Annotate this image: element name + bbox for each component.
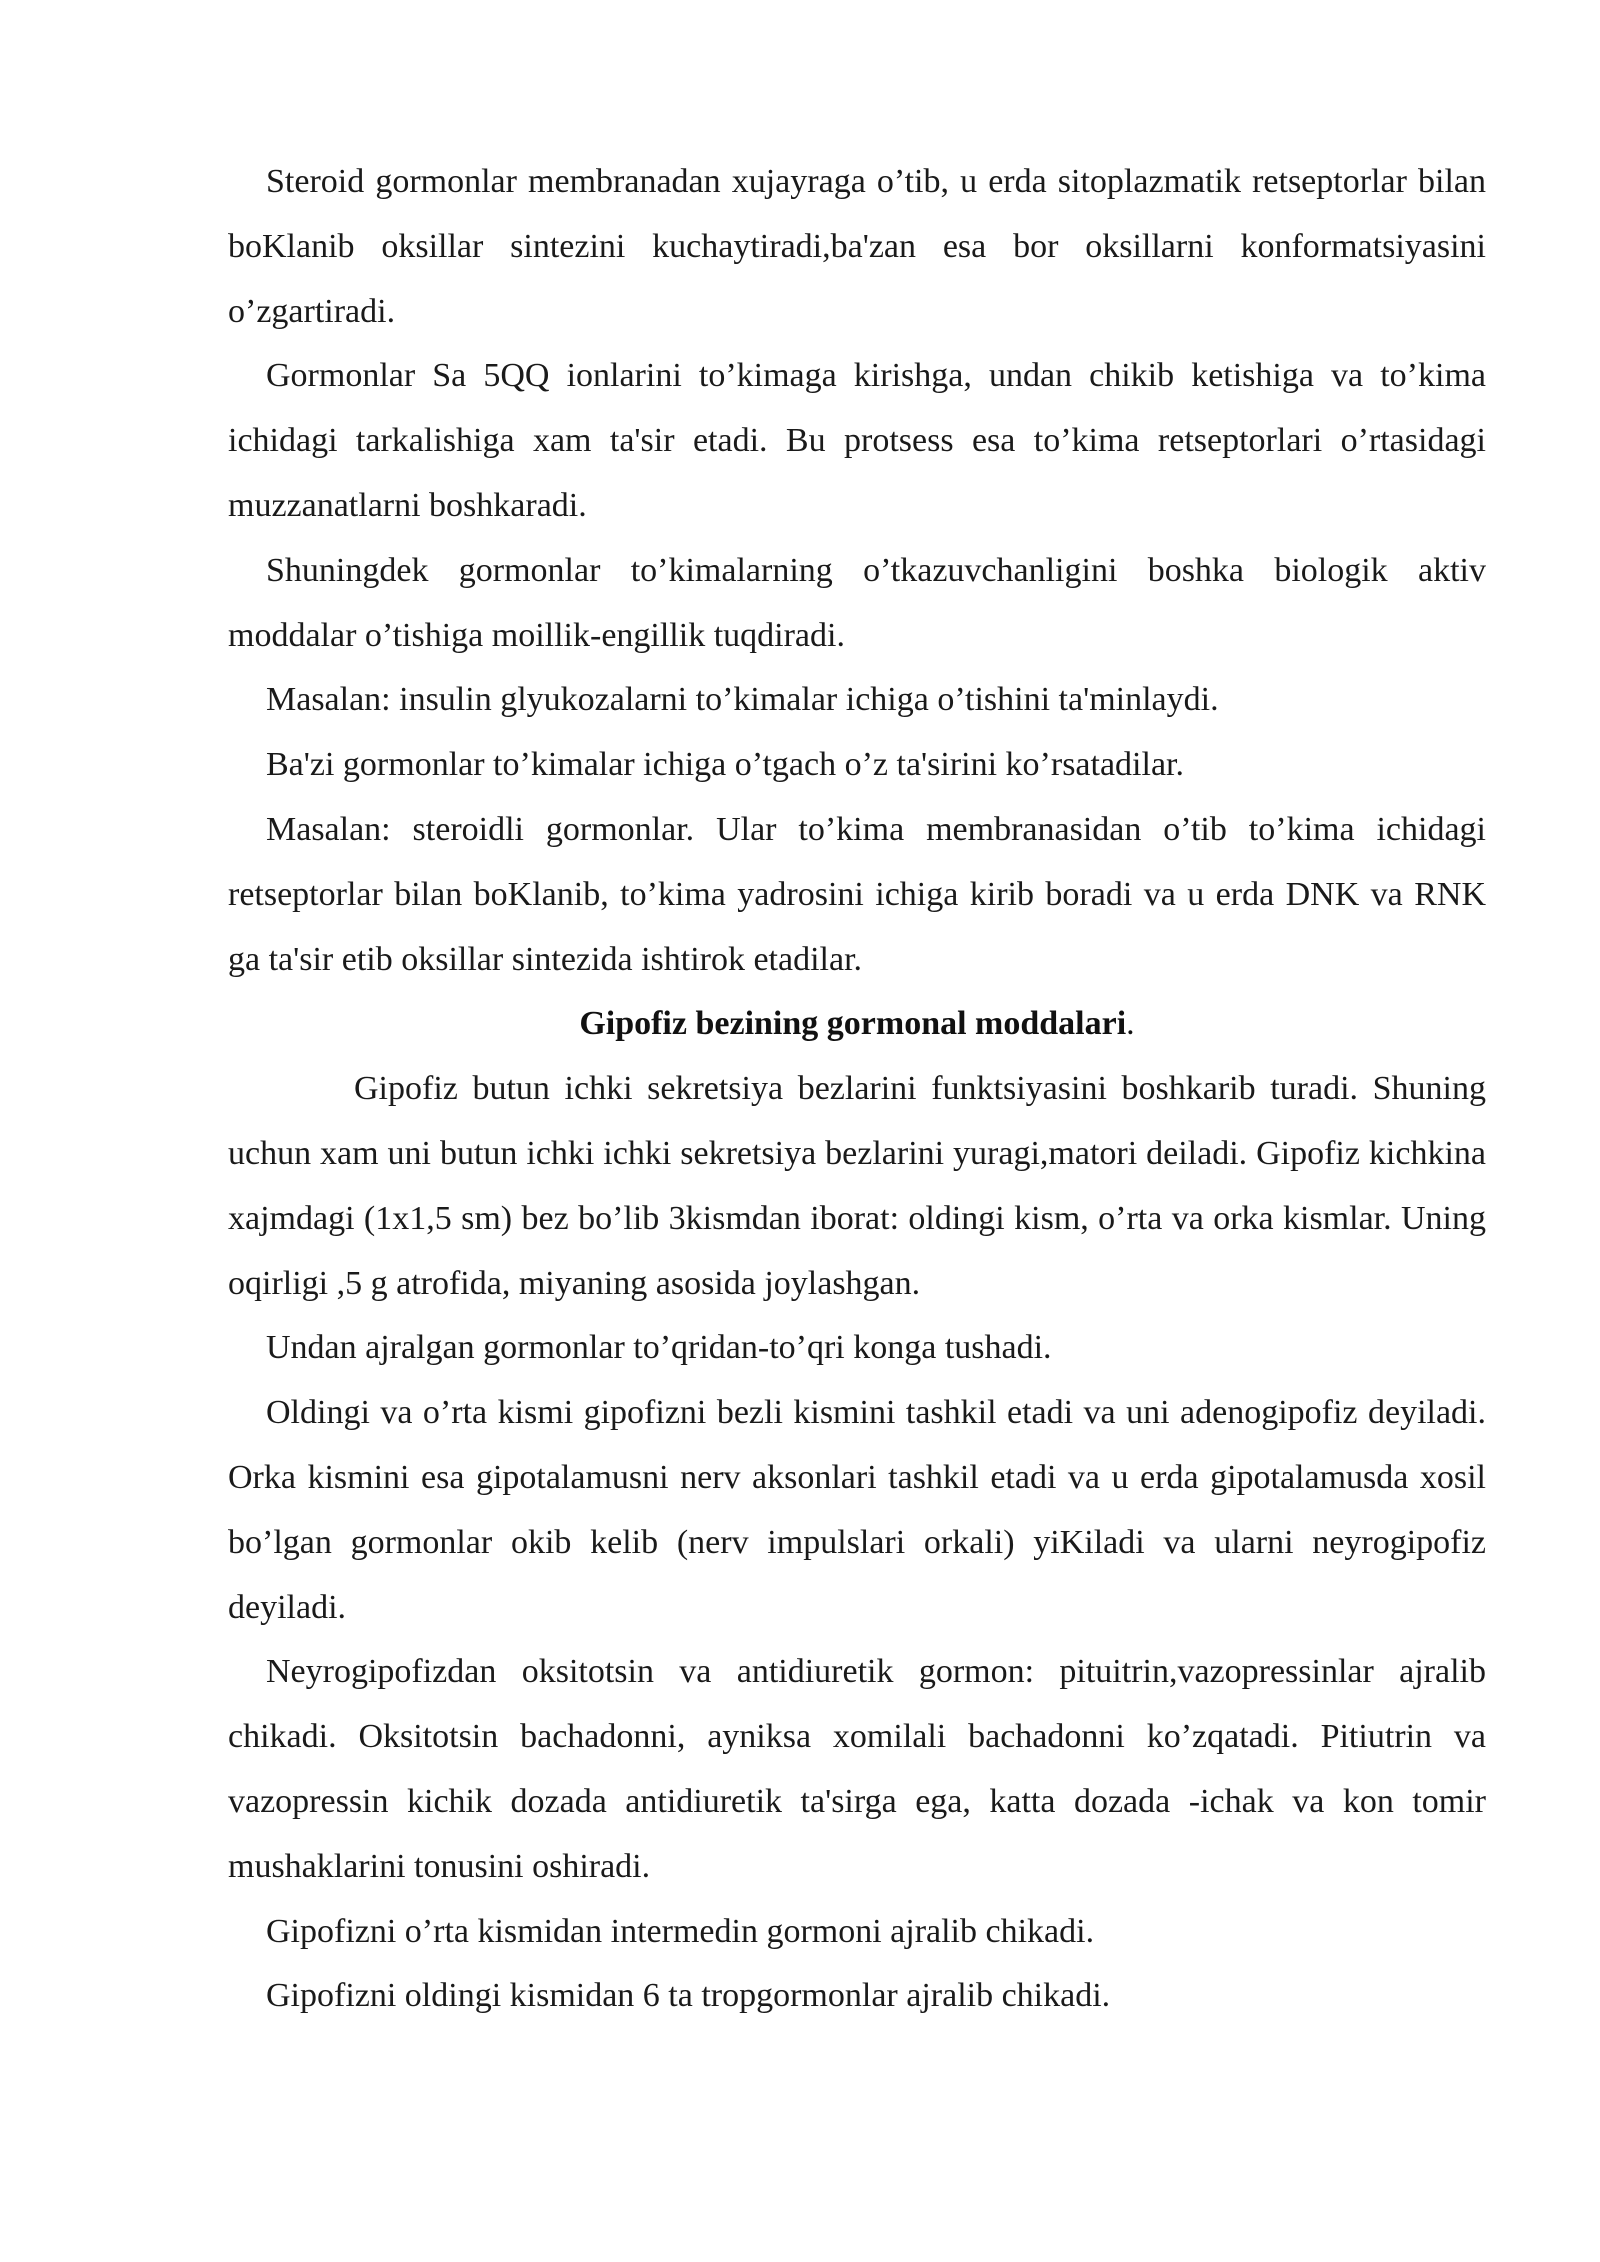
paragraph-adenohypophysis: Oldingi va o’rta kismi gipofizni bezli kismini tashkil etadi va uni adenogipofiz deyiladi. Orka kismini esa gipotalamusni nerv aksonlari tashkil etadi va u erda gipotalamusda xosil bo’lgan gormonlar okib kelib (nerv impulslari orkali) yiKiladi va ularni neyrogipofiz deyiladi. bbox=[228, 1394, 1486, 1626]
paragraph-permeability: Shuningdek gormonlar to’kimalarning o’tkazuvchanligini boshka biologik aktiv moddalar o’tishiga moillik-engillik tuqdiradi. bbox=[228, 551, 1486, 654]
paragraph-steroid-hormones: Steroid gormonlar membranadan xujayraga o’tib, u erda sitoplazmatik retseptorlar bilan boKlanib oksillar sintezini kuchaytiradi,ba'zan esa bor oksillarni konformatsiyasini o’zgartiradi. bbox=[228, 163, 1486, 330]
section-heading bbox=[228, 992, 1486, 1057]
paragraph-pituitary-overview: Gipofiz butun ichki sekretsiya bezlarini funktsiyasini boshkarib turadi. Shuning uchun xam uni butun ichki ichki sekretsiya bezlarini yuragi,matori deiladi. Gipofiz kichkina xajmdagi (1x1,5 sm) bez bo’lib 3kismdan iborat: oldingi kism, o’rta va orka kismlar. Uning oqirligi ,5 g atrofida, miyaning asosida joylashgan. bbox=[228, 1070, 1486, 1302]
section-heading-period: . bbox=[1126, 1005, 1135, 1043]
paragraph-blood-release: Undan ajralgan gormonlar to’qridan-to’qri konga tushadi. bbox=[266, 1329, 1052, 1367]
paragraph-intracellular-action: Ba'zi gormonlar to’kimalar ichiga o’tgach o’z ta'sirini ko’rsatadilar. bbox=[266, 746, 1184, 784]
paragraph-calcium-ions: Gormonlar Sa 5QQ ionlarini to’kimaga kirishga, undan chikib ketishiga va to’kima ichidagi tarkalishiga xam ta'sir etadi. Bu protsess esa to’kima retseptorlari o’rtasidagi muzzanatlarni boshkaradi. bbox=[228, 357, 1486, 524]
paragraph-neurohypophysis: Neyrogipofizdan oksitotsin va antidiuretik gormon: pituitrin,vazopressinlar ajralib chikadi. Oksitotsin bachadonni, ayniksa xomilali bachadonni ko’zqatadi. Pitiutrin va vazopressin kichik dozada antidiuretik ta'sirga ega, katta dozada -ichak va kon tomir mushaklarini tonusini oshiradi. bbox=[228, 1653, 1486, 1885]
paragraph-tropic-hormones: Gipofizni oldingi kismidan 6 ta tropgormonlar ajralib chikadi. bbox=[266, 1977, 1111, 2015]
section-heading-text: Gipofiz bezining gormonal moddalari bbox=[579, 1005, 1127, 1043]
paragraph-insulin-example: Masalan: insulin glyukozalarni to’kimalar ichiga o’tishini ta'minlaydi. bbox=[266, 681, 1219, 719]
paragraph-steroid-example: Masalan: steroidli gormonlar. Ular to’kima membranasidan o’tib to’kima ichidagi retseptorlar bilan boKlanib, to’kima yadrosini ichiga kirib boradi va u erda DNK va RNK ga ta'sir etib oksillar sintezida ishtirok etadilar. bbox=[228, 810, 1486, 978]
paragraph-intermedin: Gipofizni o’rta kismidan intermedin gormoni ajralib chikadi. bbox=[266, 1912, 1095, 1950]
document-page bbox=[228, 150, 1486, 2029]
